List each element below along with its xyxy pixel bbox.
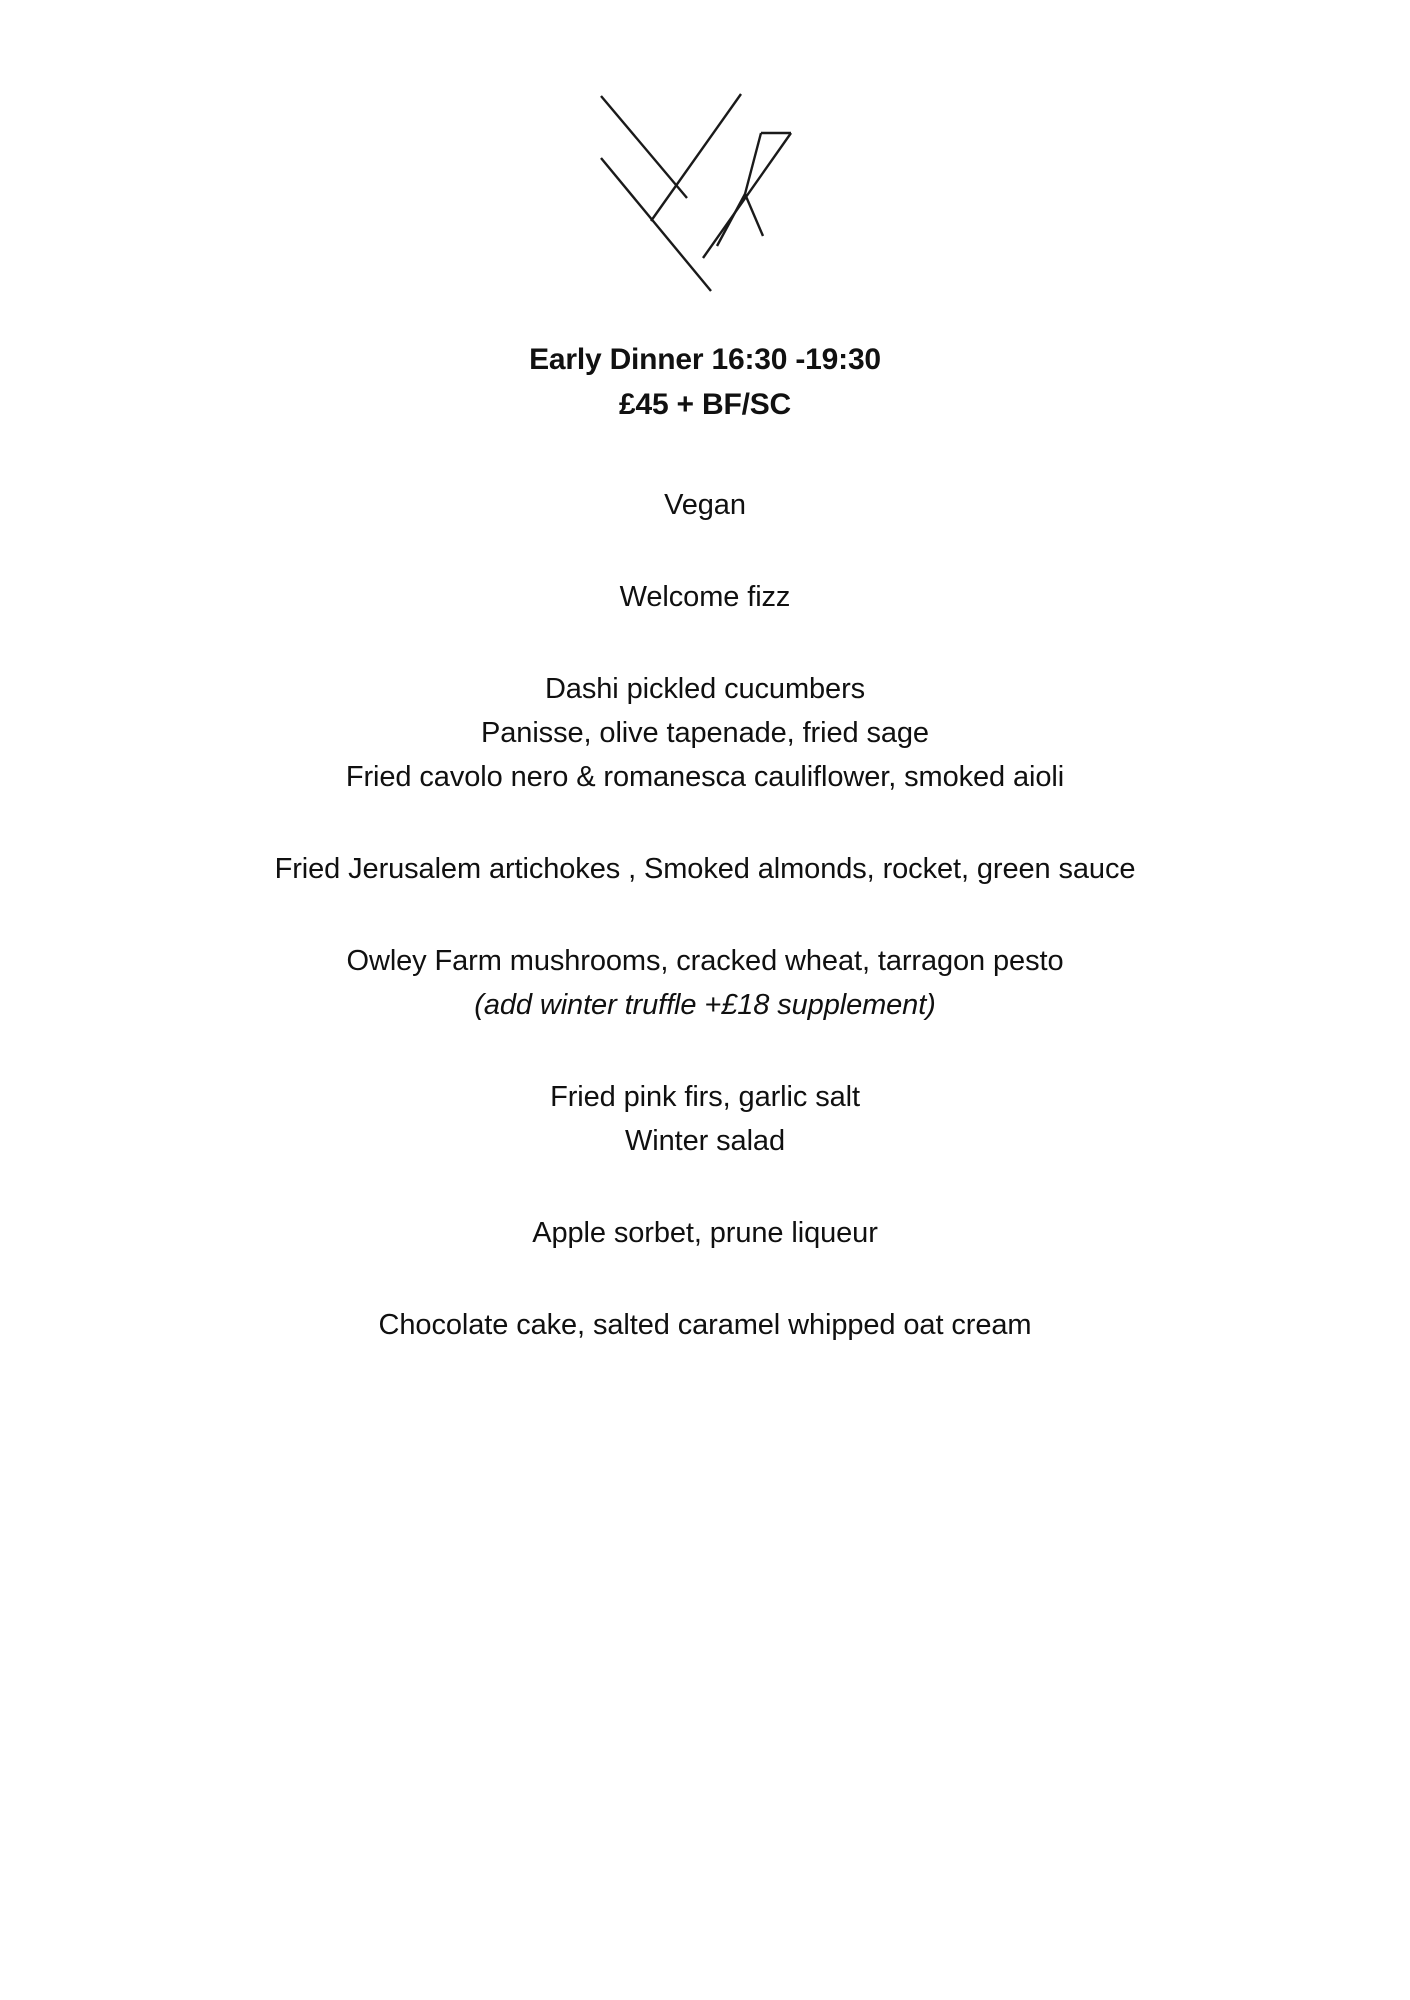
menu-item: Fried pink firs, garlic salt [550, 1081, 860, 1113]
menu-item: Fried cavolo nero & romanesca cauliflower, smoked aioli [345, 761, 1065, 793]
menu-heading-line-1: Early Dinner 16:30 -19:30 [529, 343, 881, 376]
menu-group-pre-dessert-course [0, 1211, 1410, 1255]
menu-group-snacks-course [0, 667, 1410, 799]
menu-item: Fried Jerusalem artichokes , Smoked almonds, rocket, green sauce [274, 853, 1136, 885]
restaurant-logo-icon [595, 86, 815, 311]
menu-heading-line-2: £45 + BF/SC [618, 388, 792, 421]
menu-item: Panisse, olive tapenade, fried sage [481, 717, 929, 749]
menu-item: Welcome fizz [619, 581, 791, 613]
menu-group-diet-label [0, 483, 1410, 527]
menu-group-welcome-course [0, 575, 1410, 619]
menu-item: Vegan [664, 489, 746, 521]
menu-item: Winter salad [625, 1125, 785, 1157]
menu-group-dessert-course [0, 1303, 1410, 1347]
menu-item-supplement: (add winter truffle +£18 supplement) [474, 989, 936, 1021]
menu-group-sides-course [0, 1075, 1410, 1163]
menu-item: Dashi pickled cucumbers [544, 673, 866, 705]
menu-group-main-course [0, 939, 1410, 1027]
menu-group-starter-course [0, 847, 1410, 891]
restaurant-logo [595, 86, 815, 311]
menu-item: Owley Farm mushrooms, cracked wheat, tarragon pesto [346, 945, 1064, 977]
menu-body [0, 483, 1410, 1347]
menu-heading [529, 337, 881, 427]
menu-item: Apple sorbet, prune liqueur [532, 1217, 878, 1249]
menu-item: Chocolate cake, salted caramel whipped oat cream [378, 1309, 1032, 1341]
